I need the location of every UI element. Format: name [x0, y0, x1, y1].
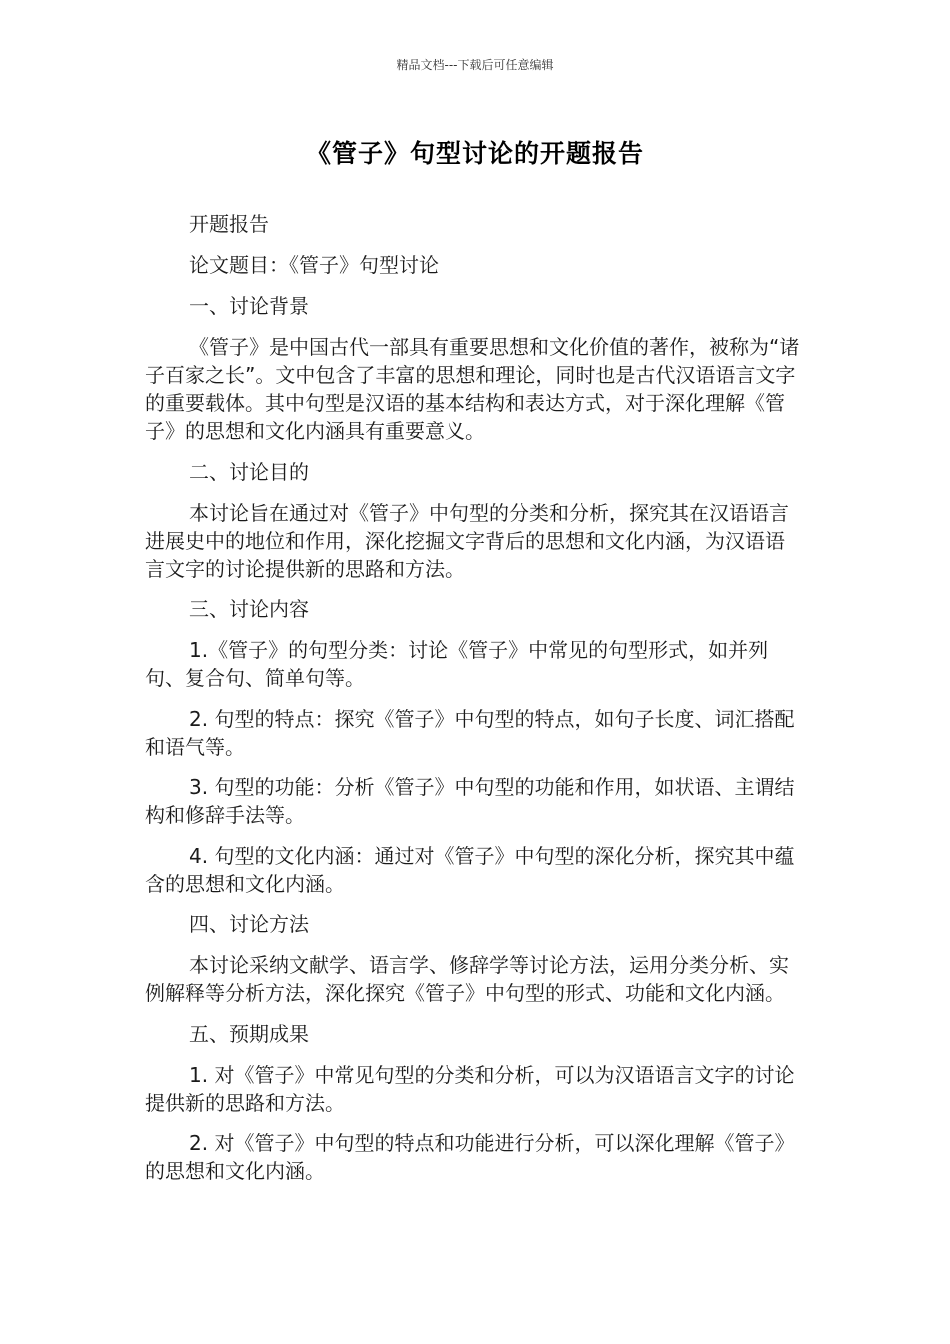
list-item-content-4: 4. 句型的文化内涵：通过对《管子》中句型的深化分析，探究其中蕴含的思想和文化内涵。	[145, 843, 795, 896]
list-item-results-2: 2. 对《管子》中句型的特点和功能进行分析，可以深化理解《管子》的思想和文化内涵。	[145, 1131, 795, 1183]
section-heading-background: 一、讨论背景	[189, 294, 309, 318]
list-item-content-2: 2. 句型的特点：探究《管子》中句型的特点，如句子长度、词汇搭配和语气等。	[145, 706, 795, 759]
paragraph-purpose: 本讨论旨在通过对《管子》中句型的分类和分析，探究其在汉语语言进展史中的地位和作用，深化挖掘文字背后的思想和文化内涵，为汉语语言文字的讨论提供新的思路和方法。	[145, 500, 789, 581]
section-heading-method: 四、讨论方法	[189, 912, 309, 936]
list-item-content-3: 3. 句型的功能：分析《管子》中句型的功能和作用，如状语、主谓结构和修辞手法等。	[145, 775, 795, 827]
paragraph-background: 《管子》是中国古代一部具有重要思想和文化价值的著作，被称为“诸子百家之长”。文中包含了丰富的思想和理论，同时也是古代汉语语言文字的重要载体。其中句型是汉语的基本结构和表达方式，对于深化理解《管子》的思想和文化内涵具有重要意义。	[145, 335, 800, 443]
paragraph-method: 本讨论采纳文献学、语言学、修辞学等讨论方法，运用分类分析、实例解释等分析方法，深化探究《管子》中句型的形式、功能和文化内涵。	[145, 953, 789, 1005]
list-item-results-1: 1. 对《管子》中常见句型的分类和分析，可以为汉语语言文字的讨论提供新的思路和方法。	[145, 1062, 795, 1115]
section-heading-content: 三、讨论内容	[189, 597, 309, 621]
paragraph-thesis-title: 论文题目：《管子》句型讨论	[189, 253, 439, 277]
paragraph-report-label: 开题报告	[189, 212, 269, 236]
section-heading-results: 五、预期成果	[189, 1021, 309, 1046]
page-header-watermark: 精品文档---下载后可任意编辑	[396, 58, 554, 72]
list-item-content-1: 1.《管子》的句型分类：讨论《管子》中常见的句型形式，如并列句、复合句、简单句等。	[145, 638, 769, 690]
document-body	[145, 210, 800, 1198]
document-title: 《管子》句型讨论的开题报告	[305, 139, 644, 168]
section-heading-purpose: 二、讨论目的	[189, 459, 309, 484]
